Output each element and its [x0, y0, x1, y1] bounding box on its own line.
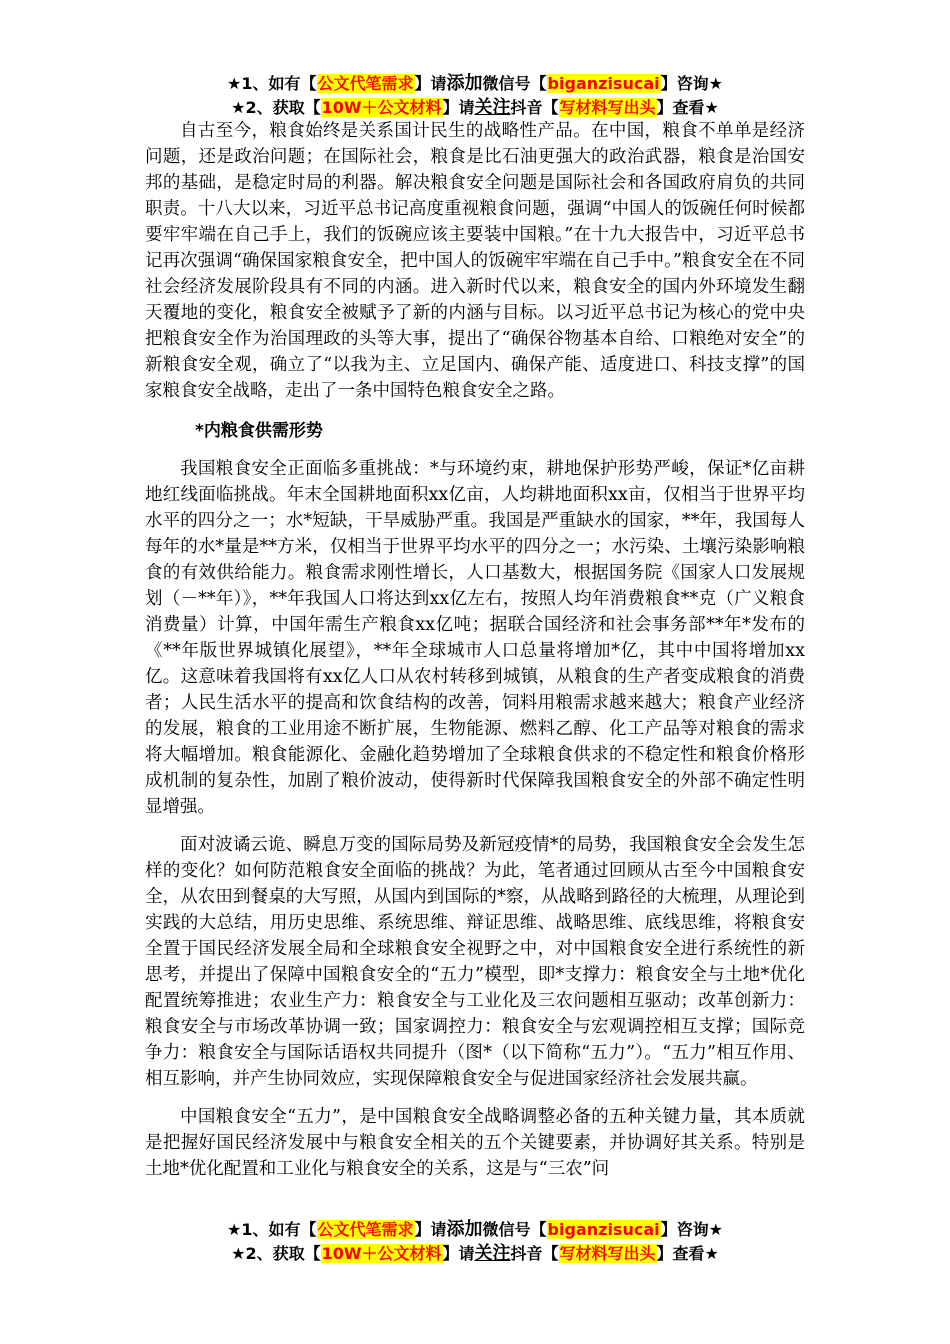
- highlight-douyin-account: 写材料写出头: [559, 1244, 656, 1263]
- banner-text: 】咨询★: [660, 74, 723, 93]
- highlight-wechat-id: biganzisucai: [547, 1220, 660, 1239]
- promo-banner-top-line2: [0, 96, 950, 120]
- promo-banner-top-line1: [0, 72, 950, 96]
- banner-text: ★2、获取【: [231, 98, 321, 117]
- banner-text: 】查看★: [656, 98, 719, 117]
- banner-text: ★1、如有【: [227, 1220, 317, 1239]
- highlight-wechat-id: biganzisucai: [547, 74, 660, 93]
- promo-banner-bottom-line2: [0, 1242, 950, 1266]
- banner-text: ★1、如有【: [227, 74, 317, 93]
- paragraph-intro: 自古至今，粮食始终是关系国计民生的战略性产品。在中国，粮食不单单是经济问题，还是政治问题；在国际社会，粮食是比石油更强大的政治武器，粮食是治国安邦的基础，是稳定时局的利器。解决粮食安全问题是国际社会和各国政府肩负的共同职责。十八大以来，习近平总书记高度重视粮食问题，强调“中国人的饭碗任何时候都要牢牢端在自己手上，我们的饭碗应该主要装中国粮。”在十九大报告中，习近平总书记再次强调“确保国家粮食安全，把中国人的饭碗牢牢端在自己手中。”粮食安全在不同社会经济发展阶段具有不同的内涵。进入新时代以来，粮食安全的国内外环境发生翻天覆地的变化，粮食安全被赋予了新的内涵与目标。以习近平总书记为核心的党中央把粮食安全作为治国理政的头等大事，提出了“确保谷物基本自给、口粮绝对安全”的新粮食安全观，确立了“以我为主、立足国内、确保产能、适度进口、科技支撑”的国家粮食安全战略，走出了一条中国特色粮食安全之路。: [145, 121, 805, 401]
- promo-banner-bottom-line1: [0, 1218, 950, 1242]
- paragraph-challenges: 我国粮食安全正面临多重挑战：*与环境约束，耕地保护形势严峻，保证*亿亩耕地红线面临挑战。年末全国耕地面积xx亿亩，人均耕地面积xx亩，仅相当于世界平均水平的四分之一；水*短缺，干旱威胁严重。我国是严重缺水的国家，**年，我国每人每年的水*量是**方米，仅相当于世界平均水平的四分之一；水污染、土壤污染影响粮食的有效供给能力。粮食需求刚性增长，人口基数大，根据国务院《国家人口发展规划（－**年）》，**年我国人口将达到xx亿左右，按照人均年消费粮食**克（广义粮食消费量）计算，中国年需生产粮食xx亿吨；据联合国经济和社会事务部**年*发布的《**年版世界城镇化展望》，**年全球城市人口总量将增加*亿，其中中国将增加xx亿。这意味着我国将有xx亿人口从农村转移到城镇，从粮食的生产者变成粮食的消费者；人民生活水平的提高和饮食结构的改善，饲料用粮需求越来越大；粮食产业经济的发展，粮食的工业用途不断扩展，生物能源、燃料乙醇、化工产品等对粮食的需求将大幅增加。粮食能源化、金融化趋势增加了全球粮食供求的不稳定性和粮食价格形成机制的复杂性，加剧了粮价波动，使得新时代保障我国粮食安全的外部不确定性明显增强。: [145, 459, 805, 817]
- section-heading: *内粮食供需形势: [195, 421, 323, 441]
- banner-emphasis-add: 添加: [446, 1219, 483, 1240]
- banner-text: 抖音【: [510, 98, 559, 117]
- banner-text: 】请: [442, 98, 475, 117]
- document-body: [145, 118, 805, 1194]
- banner-text: 】咨询★: [660, 1220, 723, 1239]
- banner-text: 微信号【: [482, 74, 547, 93]
- banner-text: 微信号【: [482, 1220, 547, 1239]
- banner-text: 】请: [442, 1244, 475, 1263]
- banner-emphasis-follow: 关注: [474, 97, 511, 118]
- highlight-douyin-account: 写材料写出头: [559, 98, 656, 117]
- banner-emphasis-add: 添加: [446, 73, 483, 94]
- banner-text: 】请: [414, 1220, 447, 1239]
- banner-emphasis-follow: 关注: [474, 1243, 511, 1264]
- banner-text: 抖音【: [510, 1244, 559, 1263]
- paragraph-five-forces: 面对波谲云诡、瞬息万变的国际局势及新冠疫情*的局势，我国粮食安全会发生怎样的变化？如何防范粮食安全面临的挑战？为此，笔者通过回顾从古至今中国粮食安全，从农田到餐桌的大写照，从国内到国际的*察，从战略到路径的大梳理，从理论到实践的大总结，用历史思维、系统思维、辩证思维、战略思维、底线思维，将粮食安全置于国民经济发展全局和全球粮食安全视野之中，对中国粮食安全进行系统性的新思考，并提出了保障中国粮食安全的“五力”模型，即*支撑力：粮食安全与土地*优化配置统筹推进；农业生产力：粮食安全与工业化及三农问题相互驱动；改革创新力：粮食安全与市场改革协调一致；国家调控力：粮食安全与宏观调控相互支撑；国际竞争力：粮食安全与国际话语权共同提升（图*（以下简称“五力”）。“五力”相互作用、相互影响，并产生协同效应，实现保障粮食安全与促进国家经济社会发展共赢。: [145, 835, 805, 1089]
- highlight-materials: 10W＋公文材料: [321, 1244, 442, 1263]
- banner-text: 】查看★: [656, 1244, 719, 1263]
- highlight-materials: 10W＋公文材料: [321, 98, 442, 117]
- banner-text: ★2、获取【: [231, 1244, 321, 1263]
- highlight-ghostwriting: 公文代笔需求: [317, 1220, 414, 1239]
- paragraph-five-forces-essence: 中国粮食安全“五力”，是中国粮食安全战略调整必备的五种关键力量，其本质就是把握好国民经济发展中与粮食安全相关的五个关键要素，并协调好其关系。特别是土地*优化配置和工业化与粮食安全的关系，这是与“三农”问: [145, 1107, 805, 1179]
- highlight-ghostwriting: 公文代笔需求: [317, 74, 414, 93]
- banner-text: 】请: [414, 74, 447, 93]
